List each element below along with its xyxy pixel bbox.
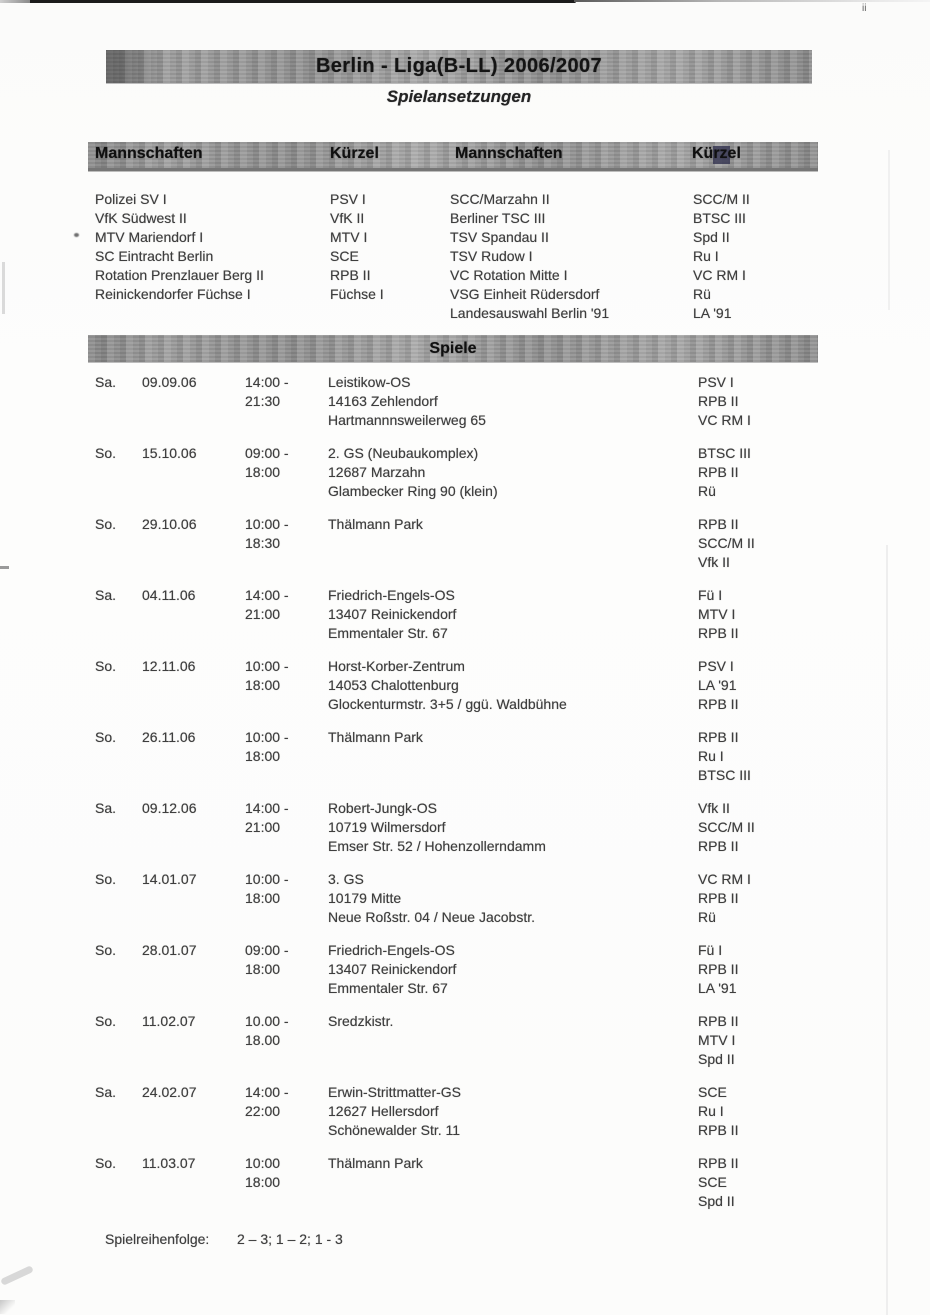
match-time	[245, 728, 289, 766]
team-name: SC Eintracht Berlin	[95, 248, 214, 264]
venue-line: 14163 Zehlendorf	[328, 393, 438, 409]
venue-line: Friedrich-Engels-OS	[328, 587, 455, 603]
time-line: 18:00	[245, 464, 281, 480]
time-line: 10:00 -	[245, 729, 289, 745]
venue-line: 13407 Reinickendorf	[328, 606, 457, 622]
match-day: So.	[95, 729, 117, 745]
time-line: 21:00	[245, 819, 281, 835]
team-line: Ru I	[698, 1103, 724, 1119]
match-day: So.	[95, 445, 117, 461]
match-venue	[328, 444, 688, 501]
match-time	[245, 586, 289, 624]
scan-edge-line	[28, 0, 576, 3]
column-header-mannschaften-left: Mannschaften	[95, 145, 203, 162]
match-row	[0, 515, 930, 586]
venue-line: 2. GS (Neubaukomplex)	[328, 445, 479, 461]
team-line: RPB II	[698, 729, 739, 745]
match-day: So.	[95, 516, 117, 532]
match-venue	[328, 799, 688, 856]
team-code: LA '91	[693, 305, 732, 321]
match-date: 15.10.06	[142, 445, 197, 461]
team-code: RPB II	[330, 267, 371, 283]
scan-right-streak-2	[888, 150, 890, 310]
page-subtitle: Spielansetzungen	[386, 87, 532, 106]
team-line: MTV I	[698, 606, 736, 622]
time-line: 18:30	[245, 535, 281, 551]
team-line: SCE	[698, 1174, 727, 1190]
venue-line: 13407 Reinickendorf	[328, 961, 457, 977]
team-line: RPB II	[698, 516, 739, 532]
team-line: SCE	[698, 1084, 727, 1100]
match-date: 24.02.07	[142, 1084, 197, 1100]
time-line: 21:00	[245, 606, 281, 622]
match-row	[0, 373, 930, 444]
teams-right-codes	[693, 190, 750, 323]
match-day: Sa.	[95, 587, 117, 603]
team-line: RPB II	[698, 1013, 739, 1029]
match-day: So.	[95, 658, 117, 674]
team-line: Ru I	[698, 748, 724, 764]
venue-line: 3. GS	[328, 871, 364, 887]
team-line: RPB II	[698, 393, 739, 409]
venue-line: Emser Str. 52 / Hohenzollerndamm	[328, 838, 546, 854]
match-date: 11.02.07	[142, 1013, 196, 1029]
match-teams	[698, 1012, 868, 1069]
match-row	[0, 586, 930, 657]
match-venue	[328, 1154, 688, 1173]
scan-left-streak	[2, 262, 5, 314]
match-day: Sa.	[95, 1084, 117, 1100]
column-header-kuerzel-left: Kürzel	[330, 145, 379, 162]
venue-line: 10179 Mitte	[328, 890, 402, 906]
match-teams	[698, 515, 868, 572]
match-teams	[698, 444, 868, 501]
team-line: SCC/M II	[698, 819, 755, 835]
match-teams	[698, 373, 868, 430]
venue-line: Glockenturmstr. 3+5 / ggü. Waldbühne	[328, 696, 567, 712]
column-header-kuerzel-right: Kürzel	[692, 145, 741, 162]
match-date: 14.01.07	[142, 871, 197, 887]
spiele-header-bar	[88, 335, 818, 362]
team-code: Rü	[693, 286, 711, 302]
time-line: 10:00	[245, 1155, 281, 1171]
match-day: So.	[95, 1155, 117, 1171]
match-venue	[328, 728, 688, 747]
matches-list	[0, 373, 930, 1225]
team-line: PSV I	[698, 658, 734, 674]
time-line: 14:00 -	[245, 1084, 289, 1100]
time-line: 10:00 -	[245, 516, 289, 532]
time-line: 09:00 -	[245, 445, 289, 461]
time-line: 14:00 -	[245, 800, 289, 816]
team-line: PSV I	[698, 374, 734, 390]
time-line: 18:00	[245, 890, 281, 906]
team-name: Rotation Prenzlauer Berg II	[95, 267, 264, 283]
match-time	[245, 799, 289, 837]
team-line: RPB II	[698, 890, 739, 906]
team-line: Spd II	[698, 1051, 735, 1067]
venue-line: Emmentaler Str. 67	[328, 625, 448, 641]
column-header-mannschaften-right: Mannschaften	[455, 145, 563, 162]
team-line: Vfk II	[698, 800, 730, 816]
match-time	[245, 1012, 289, 1050]
team-code: SCE	[330, 248, 359, 264]
team-code: BTSC III	[693, 210, 746, 226]
team-name: VSG Einheit Rüdersdorf	[450, 286, 600, 302]
team-line: Vfk II	[698, 554, 730, 570]
team-line: RPB II	[698, 1155, 739, 1171]
venue-line: Horst-Korber-Zentrum	[328, 658, 465, 674]
match-row	[0, 870, 930, 941]
venue-line: Glambecker Ring 90 (klein)	[328, 483, 498, 499]
team-line: MTV I	[698, 1032, 736, 1048]
scan-stray-dot	[74, 233, 79, 237]
venue-line: Thälmann Park	[328, 1155, 423, 1171]
match-teams	[698, 657, 868, 714]
team-line: LA '91	[698, 980, 737, 996]
time-line: 10:00 -	[245, 658, 289, 674]
team-line: Rü	[698, 483, 716, 499]
team-name: MTV Mariendorf I	[95, 229, 204, 245]
match-teams	[698, 728, 868, 785]
match-venue	[328, 1083, 688, 1140]
match-row	[0, 1154, 930, 1225]
match-teams	[698, 1083, 868, 1140]
team-line: Spd II	[698, 1193, 735, 1209]
match-venue	[328, 870, 688, 927]
venue-line: 12687 Marzahn	[328, 464, 426, 480]
match-day: So.	[95, 942, 117, 958]
team-name: TSV Spandau II	[450, 229, 549, 245]
team-name: Reinickendorfer Füchse I	[95, 286, 251, 302]
scan-edge-line-fade	[574, 0, 930, 2]
time-line: 18:00	[245, 1174, 281, 1190]
venue-line: Thälmann Park	[328, 729, 423, 745]
venue-line: Neue Roßstr. 04 / Neue Jacobstr.	[328, 909, 535, 925]
team-code: PSV I	[330, 191, 366, 207]
match-time	[245, 373, 289, 411]
match-date: 09.09.06	[142, 374, 197, 390]
time-line: 09:00 -	[245, 942, 289, 958]
teams-header-bar	[88, 142, 818, 171]
team-name: SCC/Marzahn II	[450, 191, 550, 207]
scan-bottom-corner	[0, 1300, 15, 1314]
match-date: 29.10.06	[142, 516, 197, 532]
match-time	[245, 941, 289, 979]
match-venue	[328, 515, 688, 534]
team-line: Rü	[698, 909, 716, 925]
match-row	[0, 728, 930, 799]
time-line: 14:00 -	[245, 587, 289, 603]
team-name: Berliner TSC III	[450, 210, 546, 226]
title-bar	[106, 50, 812, 83]
match-date: 09.12.06	[142, 800, 197, 816]
match-day: Sa.	[95, 800, 117, 816]
match-day: So.	[95, 1013, 117, 1029]
match-venue	[328, 1012, 688, 1031]
venue-line: Leistikow-OS	[328, 374, 411, 390]
scan-bottom-smudge	[0, 1265, 34, 1286]
match-time	[245, 870, 289, 908]
match-day: So.	[95, 871, 117, 887]
team-line: RPB II	[698, 625, 739, 641]
venue-line: Emmentaler Str. 67	[328, 980, 448, 996]
team-line: SCC/M II	[698, 535, 755, 551]
match-teams	[698, 941, 868, 998]
match-teams	[698, 1154, 868, 1211]
team-code: MTV I	[330, 229, 368, 245]
team-line: BTSC III	[698, 767, 751, 783]
match-date: 04.11.06	[142, 587, 196, 603]
team-line: RPB II	[698, 838, 739, 854]
teams-right-names	[450, 190, 609, 323]
team-code: Füchse I	[330, 286, 384, 302]
match-time	[245, 1083, 289, 1121]
match-teams	[698, 586, 868, 643]
team-line: VC RM I	[698, 871, 751, 887]
footer-label: Spielreihenfolge:	[105, 1231, 210, 1247]
team-name: Polizei SV I	[95, 191, 167, 207]
venue-line: 14053 Chalottenburg	[328, 677, 459, 693]
team-code: Ru I	[693, 248, 719, 264]
venue-line: Schönewalder Str. 11	[328, 1122, 461, 1138]
match-venue	[328, 941, 688, 998]
scan-corner-mark	[0, 0, 30, 3]
team-code: SCC/M II	[693, 191, 750, 207]
match-row	[0, 1012, 930, 1083]
time-line: 18:00	[245, 748, 281, 764]
team-code: VC RM I	[693, 267, 746, 283]
scan-corner-text: ii	[862, 3, 867, 14]
match-date: 12.11.06	[142, 658, 196, 674]
time-line: 10.00 -	[245, 1013, 289, 1029]
spiele-header-label: Spiele	[429, 339, 477, 357]
time-line: 18:00	[245, 677, 281, 693]
team-name: Landesauswahl Berlin '91	[450, 305, 610, 321]
time-line: 10:00 -	[245, 871, 289, 887]
venue-line: Hartmannnsweilerweg 65	[328, 412, 486, 428]
match-row	[0, 799, 930, 870]
page-title: Berlin - Liga(B-LL) 2006/2007	[315, 55, 603, 77]
time-line: 18.00	[245, 1032, 281, 1048]
team-name: VC Rotation Mitte I	[450, 267, 568, 283]
match-row	[0, 941, 930, 1012]
match-venue	[328, 373, 688, 430]
match-row	[0, 444, 930, 515]
match-date: 28.01.07	[142, 942, 197, 958]
team-code: Spd II	[693, 229, 730, 245]
time-line: 21:30	[245, 393, 281, 409]
match-day: Sa.	[95, 374, 117, 390]
match-row	[0, 1083, 930, 1154]
match-venue	[328, 586, 688, 643]
team-code: VfK II	[330, 210, 365, 226]
team-line: RPB II	[698, 464, 739, 480]
venue-line: 12627 Hellersdorf	[328, 1103, 439, 1119]
venue-line: Erwin-Strittmatter-GS	[328, 1084, 462, 1100]
team-line: Fü I	[698, 587, 723, 603]
match-time	[245, 515, 289, 553]
venue-line: Friedrich-Engels-OS	[328, 942, 455, 958]
match-time	[245, 444, 289, 482]
venue-line: Thälmann Park	[328, 516, 423, 532]
venue-line: 10719 Wilmersdorf	[328, 819, 446, 835]
team-name: TSV Rudow I	[450, 248, 533, 264]
match-teams	[698, 870, 868, 927]
team-line: BTSC III	[698, 445, 751, 461]
match-row	[0, 657, 930, 728]
time-line: 22:00	[245, 1103, 281, 1119]
team-name: VfK Südwest II	[95, 210, 187, 226]
team-line: RPB II	[698, 961, 739, 977]
match-time	[245, 657, 289, 695]
teams-left-names	[95, 190, 264, 304]
team-line: VC RM I	[698, 412, 751, 428]
match-date: 11.03.07	[142, 1155, 196, 1171]
match-venue	[328, 657, 688, 714]
match-date: 26.11.06	[142, 729, 196, 745]
match-teams	[698, 799, 868, 856]
time-line: 18:00	[245, 961, 281, 977]
teams-left-codes	[330, 190, 384, 304]
time-line: 14:00 -	[245, 374, 289, 390]
team-line: RPB II	[698, 1122, 739, 1138]
match-time	[245, 1154, 280, 1192]
venue-line: Sredzkistr.	[328, 1013, 394, 1029]
venue-line: Robert-Jungk-OS	[328, 800, 437, 816]
footer-value: 2 – 3; 1 – 2; 1 - 3	[237, 1231, 343, 1247]
team-line: LA '91	[698, 677, 737, 693]
team-line: RPB II	[698, 696, 739, 712]
team-line: Fü I	[698, 942, 723, 958]
